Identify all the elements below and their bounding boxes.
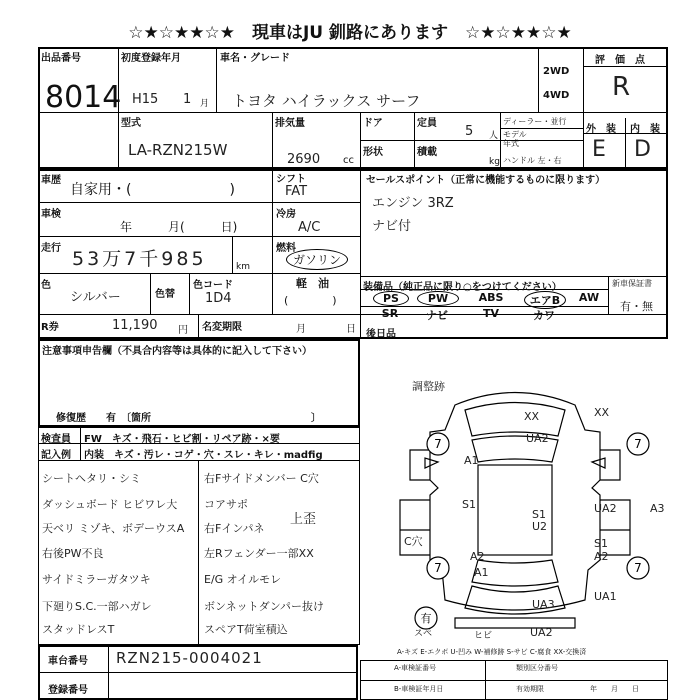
load-unit: kg [489,157,500,167]
legend-1: A-キズ E-エクボ U-凹み W-補修跡 S-サビ C-腐食 XX-交換済 [397,648,587,656]
shift-value: FAT [285,184,308,199]
chassis-value: RZN215-0004021 [116,649,263,667]
notes-label: 注意事項申告欄（不具合内容等は具体的に記入して下さい） [42,346,312,357]
diag-a2-left: A2 [470,550,485,563]
inspection-value: 年 月( 日) [120,220,238,234]
diag-a1-left: A1 [464,454,479,467]
diag-a3-right: A3 [650,502,665,515]
ac-label: 冷房 [276,209,296,220]
diag-u2-center: U2 [532,520,548,533]
chassis-label: 車台番号 [48,656,88,667]
color-code: 1D4 [205,291,232,306]
remark-7: スタッドレスT [42,623,115,636]
equip-sr: SR [381,307,399,320]
fuel-value: ガソリン [286,249,348,270]
usage-label: 車歴 [41,175,61,186]
equip-navi: ナビ [426,309,448,322]
fuel-paren: ( ) [284,294,337,307]
inspection-label: 車検 [41,209,61,220]
legend-date-fields: 年 月 日 [590,685,639,693]
remark-2: ダッシュボード ヒビワレ大 [42,498,178,511]
interior-grade: D [634,137,651,162]
recycle-yen: 円 [178,325,188,336]
warranty-value: 有・無 [620,300,653,313]
color-code-label: 色コード [193,280,233,291]
type-value: LA-RZN215W [128,141,228,159]
reg-label: 初度登録年月 [121,53,181,64]
equip-ps: PS [373,291,409,306]
diag-s1-left: S1 [462,498,476,511]
remark-right-4: 左Rフェンダー一部XX [204,547,314,560]
drive-2wd: 2WD [543,66,570,77]
later-docs-label: 後日品 [366,329,396,340]
warranty-label: 新車保証書 [612,279,652,288]
remark-4: 右後PW不良 [42,547,104,560]
remark-right-5: E/G オイルモレ [204,573,282,586]
remark-right-2: コアサポ [204,498,248,511]
banner: ☆★☆★★☆★ 現車はJU 釧路にあります ☆★☆★★☆★ [128,23,572,43]
name-change-month: 月 [296,324,306,335]
vehicle-diagram [360,370,670,650]
entry-label: 記入例 [41,450,71,461]
diag-hibi: ヒビ [474,631,493,641]
exterior-grade: E [592,137,606,162]
remark-right-6: ボンネットダンパー抜け [204,600,325,613]
equip-aw: AW [578,291,600,304]
displacement-label: 排気量 [275,118,305,129]
displacement-unit: cc [343,155,354,166]
legend-expiry: 有効期限 [516,685,544,693]
sales-point-1: エンジン 3RZ [372,196,454,211]
model-name: トヨタ ハイラックス サーフ [232,92,421,110]
lot-number: 8014 [45,80,122,115]
diag-ua3: UA3 [532,598,555,611]
diag-ua2-bottom: UA2 [530,626,553,639]
diag-ua1: UA1 [594,590,617,603]
diag-xx-right: XX [594,406,610,419]
type-label: 型式 [121,118,141,129]
sales-point-2: ナビ付 [372,219,412,234]
diag-a1-lower: A1 [474,566,489,579]
lot-label: 出品番号 [41,53,81,64]
remark-1: シートヘタリ・シミ [42,472,141,485]
grade-value: R [612,72,631,102]
repair-label: 修復歴 有 〔箇所 〕 [56,413,321,424]
spare-label: 有 [420,612,432,625]
remark-right-3: 右Fインパネ [204,522,265,535]
capacity-unit: 人 [489,131,499,141]
wheel-rl-label: 7 [434,561,442,575]
remark-right-1: 右Fサイドメンバー C穴 [204,472,319,485]
mileage-value: 53万7千985 [72,248,207,270]
reg-era: H15 [132,92,159,107]
capacity-value: 5 [465,124,474,139]
diag-note-top: 調整跡 [412,380,445,393]
fuel-label: 燃料 [276,243,296,254]
diag-ua2-top: UA2 [526,432,549,445]
name-change-label: 名変期限 [202,322,242,333]
fuel-alt: 軽 油 [296,277,329,290]
dealer-label: ディーラー・並行 [503,117,567,126]
diag-s1-center: S1 [532,508,546,521]
reg-month: 1 [183,92,192,107]
inspector-label: 検査員 [41,434,71,445]
sales-label: セールスポイント（正常に機能するものに限ります） [366,175,606,186]
wheel-fl-label: 7 [434,437,442,451]
equipment-label: 装備品（純正品に限り○をつけてください） [363,282,562,293]
mileage-label: 走行 [41,243,61,254]
capacity-label: 定員 [417,118,437,129]
color-swap-label: 色替 [155,289,175,300]
shift-label: シフト [276,174,306,185]
color-value: シルバー [70,290,121,305]
handle-label: ハンドル 左・右 [503,156,562,165]
diag-supe: スペ [414,629,433,639]
mileage-unit: km [236,262,250,272]
equip-tv: TV [482,307,500,320]
codes-row1: FW キズ・飛石・ヒビ割・リペア跡・×要 [84,434,280,445]
name-change-day: 日 [346,324,356,335]
model-name-label: 車名・グレード [220,53,290,64]
displacement-value: 2690 [287,152,321,167]
legend-class-no: 類別区分番号 [516,664,558,672]
equip-leather: カワ [533,309,555,322]
wheel-rr-label: 7 [634,561,642,575]
ac-value: A/C [298,220,321,235]
interior-label: 内 装 [630,124,660,135]
drive-4wd: 4WD [543,90,570,101]
shape-label: 形状 [363,147,383,158]
bracket-text: 上歪 [290,512,317,527]
diag-ua2-right: UA2 [594,502,617,515]
legend-cert-no: A-車検証番号 [394,664,437,672]
equip-pw: PW [417,291,459,306]
usage-value: 自家用・( ) [70,182,235,198]
remark-6: 下廻りS.C.一部ハガレ [42,600,152,613]
grade-label: 評 価 点 [595,55,645,66]
color-label: 色 [41,280,51,291]
legend-cert-date: B-車検証年月日 [394,685,444,693]
reg-month-unit: 月 [200,99,210,109]
equip-airbag: エアB [524,291,566,309]
diag-c-left: C穴 [404,535,423,548]
registration-label: 登録番号 [48,685,88,696]
model-year-label: モデル 年式 [503,130,527,148]
diag-xx-top: XX [524,410,540,423]
recycle-value: 11,190 [112,318,158,333]
remark-right-7: スペアT荷室積込 [204,623,288,636]
doors-label: ドア [363,118,383,129]
diag-a2-right: A2 [594,550,609,563]
wheel-fr-label: 7 [634,437,642,451]
exterior-label: 外 装 [586,124,616,135]
codes-row2: 内装 キズ・汚レ・コゲ・穴・スレ・キレ・madfig [84,450,323,461]
recycle-label: R券 [41,322,59,333]
load-label: 積載 [417,147,437,158]
equip-abs: ABS [478,291,504,304]
remark-3: 天ベリ ミゾキ、ボデーウスA [42,522,185,535]
remark-5: サイドミラーガタツキ [42,573,151,586]
diag-s1-right: S1 [594,537,608,550]
